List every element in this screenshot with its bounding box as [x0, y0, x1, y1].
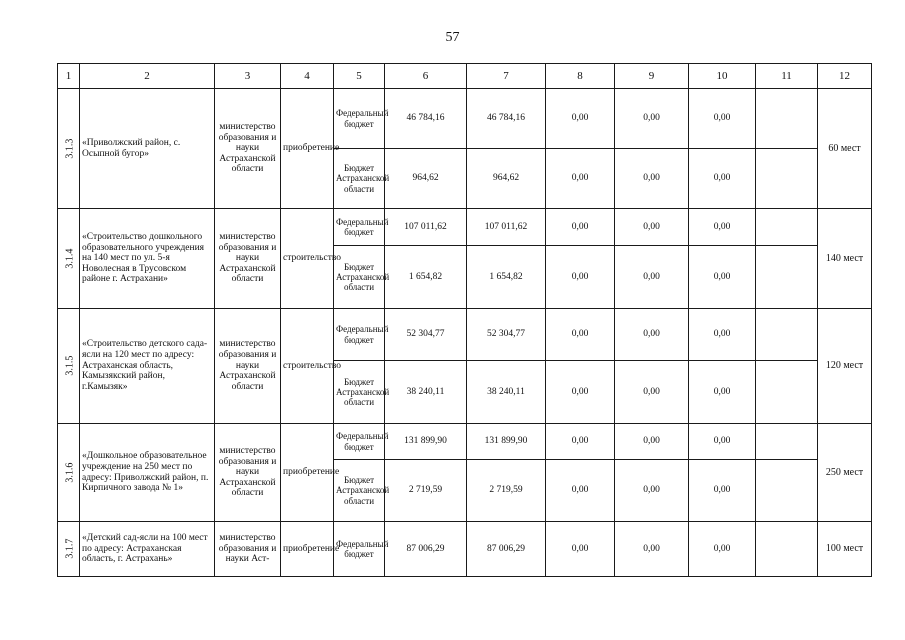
value-col-10: 0,00 [689, 246, 756, 309]
header-cell: 10 [689, 64, 756, 89]
value-col-8: 0,00 [546, 460, 615, 522]
funding-source: Федеральный бюджет [334, 89, 385, 149]
value-col-6: 2 719,59 [385, 460, 467, 522]
value-col-6: 131 899,90 [385, 424, 467, 460]
value-col-8: 0,00 [546, 89, 615, 149]
item-type: приобретение [281, 89, 334, 209]
value-col-8: 0,00 [546, 149, 615, 209]
item-number: 3.1.7 [58, 522, 80, 577]
item-executor: министерство образования и науки Астраханской области [215, 424, 281, 522]
item-executor: министерство образования и науки Астраханской области [215, 309, 281, 424]
header-cell: 8 [546, 64, 615, 89]
value-col-11 [756, 522, 818, 577]
value-col-7: 38 240,11 [467, 361, 546, 424]
value-col-8: 0,00 [546, 309, 615, 361]
funding-source: Бюджет Астраханской области [334, 246, 385, 309]
value-col-8: 0,00 [546, 361, 615, 424]
value-col-7: 107 011,62 [467, 209, 546, 246]
funding-source: Федеральный бюджет [334, 309, 385, 361]
header-cell: 7 [467, 64, 546, 89]
value-col-11 [756, 361, 818, 424]
page-number: 57 [445, 30, 460, 45]
item-name: «Приволжский район, с. Осыпной бугор» [80, 89, 215, 209]
value-col-10: 0,00 [689, 309, 756, 361]
funding-source: Федеральный бюджет [334, 209, 385, 246]
value-col-7: 46 784,16 [467, 89, 546, 149]
item-type: строительство [281, 309, 334, 424]
header-cell: 5 [334, 64, 385, 89]
value-col-7: 87 006,29 [467, 522, 546, 577]
item-name: «Строительство детского сада-ясли на 120 мест по адресу: Астраханская область, Камызякский район, г.Камызяк» [80, 309, 215, 424]
table-row [58, 209, 872, 246]
value-col-11 [756, 424, 818, 460]
item-result: 120 мест [818, 309, 872, 424]
table-row [58, 424, 872, 460]
value-col-9: 0,00 [615, 209, 689, 246]
value-col-9: 0,00 [615, 361, 689, 424]
value-col-11 [756, 209, 818, 246]
value-col-10: 0,00 [689, 522, 756, 577]
item-number: 3.1.5 [58, 309, 80, 424]
value-col-6: 87 006,29 [385, 522, 467, 577]
header-cell: 11 [756, 64, 818, 89]
funding-source: Бюджет Астраханской области [334, 361, 385, 424]
item-number: 3.1.4 [58, 209, 80, 309]
table-row [58, 309, 872, 361]
item-type: строительство [281, 209, 334, 309]
item-result: 250 мест [818, 424, 872, 522]
header-cell: 9 [615, 64, 689, 89]
value-col-10: 0,00 [689, 460, 756, 522]
item-result: 100 мест [818, 522, 872, 577]
value-col-10: 0,00 [689, 209, 756, 246]
value-col-11 [756, 246, 818, 309]
header-cell: 2 [80, 64, 215, 89]
value-col-9: 0,00 [615, 246, 689, 309]
value-col-11 [756, 89, 818, 149]
table-row [58, 522, 872, 577]
header-row [58, 64, 872, 89]
header-cell: 3 [215, 64, 281, 89]
funding-source: Бюджет Астраханской области [334, 460, 385, 522]
value-col-9: 0,00 [615, 149, 689, 209]
value-col-8: 0,00 [546, 424, 615, 460]
value-col-10: 0,00 [689, 149, 756, 209]
value-col-6: 964,62 [385, 149, 467, 209]
item-number: 3.1.3 [58, 89, 80, 209]
value-col-9: 0,00 [615, 522, 689, 577]
value-col-6: 38 240,11 [385, 361, 467, 424]
item-executor: министерство образования и науки Аст- [215, 522, 281, 577]
item-name: «Дошкольное образовательное учреждение на 250 мест по адресу: Приволжский район, п. Кирпичного завода № 1» [80, 424, 215, 522]
value-col-10: 0,00 [689, 361, 756, 424]
value-col-6: 46 784,16 [385, 89, 467, 149]
item-name: «Детский сад-ясли на 100 мест по адресу: Астраханская область, г. Астрахань» [80, 522, 215, 577]
value-col-6: 1 654,82 [385, 246, 467, 309]
value-col-11 [756, 460, 818, 522]
value-col-7: 52 304,77 [467, 309, 546, 361]
item-type: приобретение [281, 424, 334, 522]
funding-source: Федеральный бюджет [334, 522, 385, 577]
item-name: «Строительство дошкольного образовательного учреждения на 140 мест по ул. 5-я Новолесная в Трусовском районе г. Астрахани» [80, 209, 215, 309]
value-col-7: 131 899,90 [467, 424, 546, 460]
value-col-6: 52 304,77 [385, 309, 467, 361]
item-number: 3.1.6 [58, 424, 80, 522]
header-cell: 6 [385, 64, 467, 89]
value-col-8: 0,00 [546, 246, 615, 309]
value-col-9: 0,00 [615, 460, 689, 522]
item-result: 60 мест [818, 89, 872, 209]
value-col-7: 964,62 [467, 149, 546, 209]
funding-source: Федеральный бюджет [334, 424, 385, 460]
value-col-8: 0,00 [546, 522, 615, 577]
item-result: 140 мест [818, 209, 872, 309]
item-type: приобретение [281, 522, 334, 577]
value-col-8: 0,00 [546, 209, 615, 246]
value-col-11 [756, 309, 818, 361]
value-col-10: 0,00 [689, 89, 756, 149]
funding-table [57, 63, 872, 577]
header-cell: 1 [58, 64, 80, 89]
header-cell: 12 [818, 64, 872, 89]
table-row [58, 89, 872, 149]
value-col-7: 2 719,59 [467, 460, 546, 522]
item-executor: министерство образования и науки Астраханской области [215, 209, 281, 309]
header-cell: 4 [281, 64, 334, 89]
value-col-10: 0,00 [689, 424, 756, 460]
value-col-9: 0,00 [615, 309, 689, 361]
item-executor: министерство образования и науки Астраханской области [215, 89, 281, 209]
value-col-9: 0,00 [615, 89, 689, 149]
value-col-11 [756, 149, 818, 209]
value-col-7: 1 654,82 [467, 246, 546, 309]
value-col-6: 107 011,62 [385, 209, 467, 246]
value-col-9: 0,00 [615, 424, 689, 460]
funding-source: Бюджет Астраханской области [334, 149, 385, 209]
